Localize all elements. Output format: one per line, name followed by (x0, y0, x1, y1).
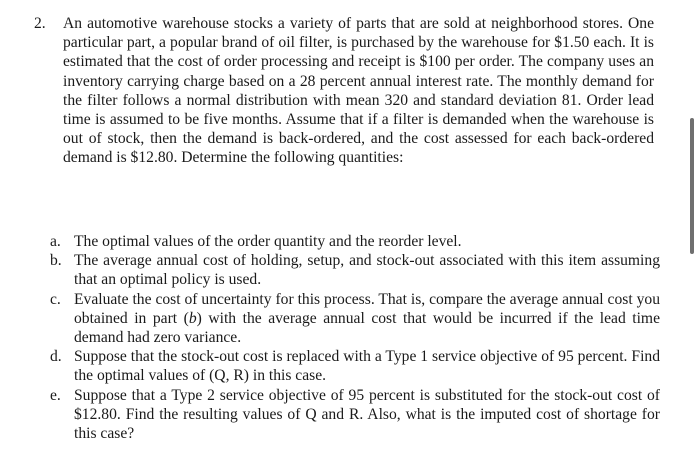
part-text: Suppose that a Type 2 service objective of 95 percent is substituted for the stock-out cost of $12.80. Find the resulting values of Q and R. Also, what is the imputed cost of shortage for this case? (74, 386, 660, 443)
part-text-italic: b (188, 309, 197, 327)
part-letter: d. (50, 348, 62, 366)
problem-parts-list (50, 232, 660, 443)
list-item (50, 386, 660, 444)
part-letter: e. (50, 386, 61, 404)
problem-statement (34, 14, 654, 168)
part-text-before: Evaluate the cost of uncertainty for this process. That is, compare the average annual cost you obtained in part ( (74, 290, 660, 327)
list-item (50, 251, 660, 289)
part-text: Suppose that the stock-out cost is replaced with a Type 1 service objective of 95 percent. Find the optimal values of (Q, R) in this case. (74, 348, 660, 385)
list-item (50, 347, 660, 385)
part-letter: c. (50, 290, 61, 308)
part-text: The optimal values of the order quantity and the reorder level. (74, 233, 462, 250)
part-text (74, 290, 660, 348)
part-letter: a. (50, 233, 61, 250)
problem-text: An automotive warehouse stocks a variety of parts that are sold at neighborhood stores. One particular part, a popular brand of oil filter, is purchased by the warehouse for $1.50 each. It is estimated that the cost of order processing and receipt is $100 per order. The company uses an inventory carrying charge based on a 28 percent annual interest rate. The monthly demand for the filter follows a normal distribution with mean 320 and standard deviation 81. Order lead time is assumed to be five months. Assume that if a filter is demanded when the warehouse is out of stock, then the demand is back-ordered, and the cost assessed for each back-ordered demand is $12.80. Determine the following quantities: (63, 15, 654, 167)
list-item (50, 232, 660, 251)
part-letter: b. (50, 252, 62, 270)
problem-number: 2. (34, 15, 46, 32)
part-text: The average annual cost of holding, setup, and stock-out associated with this item assuming that an optimal policy is used. (74, 252, 660, 289)
vertical-scrollbar[interactable] (690, 118, 694, 254)
list-item (50, 290, 660, 348)
part-text-after: ) with the average annual cost that would be incurred if the lead time demand had zero variance. (74, 309, 660, 347)
